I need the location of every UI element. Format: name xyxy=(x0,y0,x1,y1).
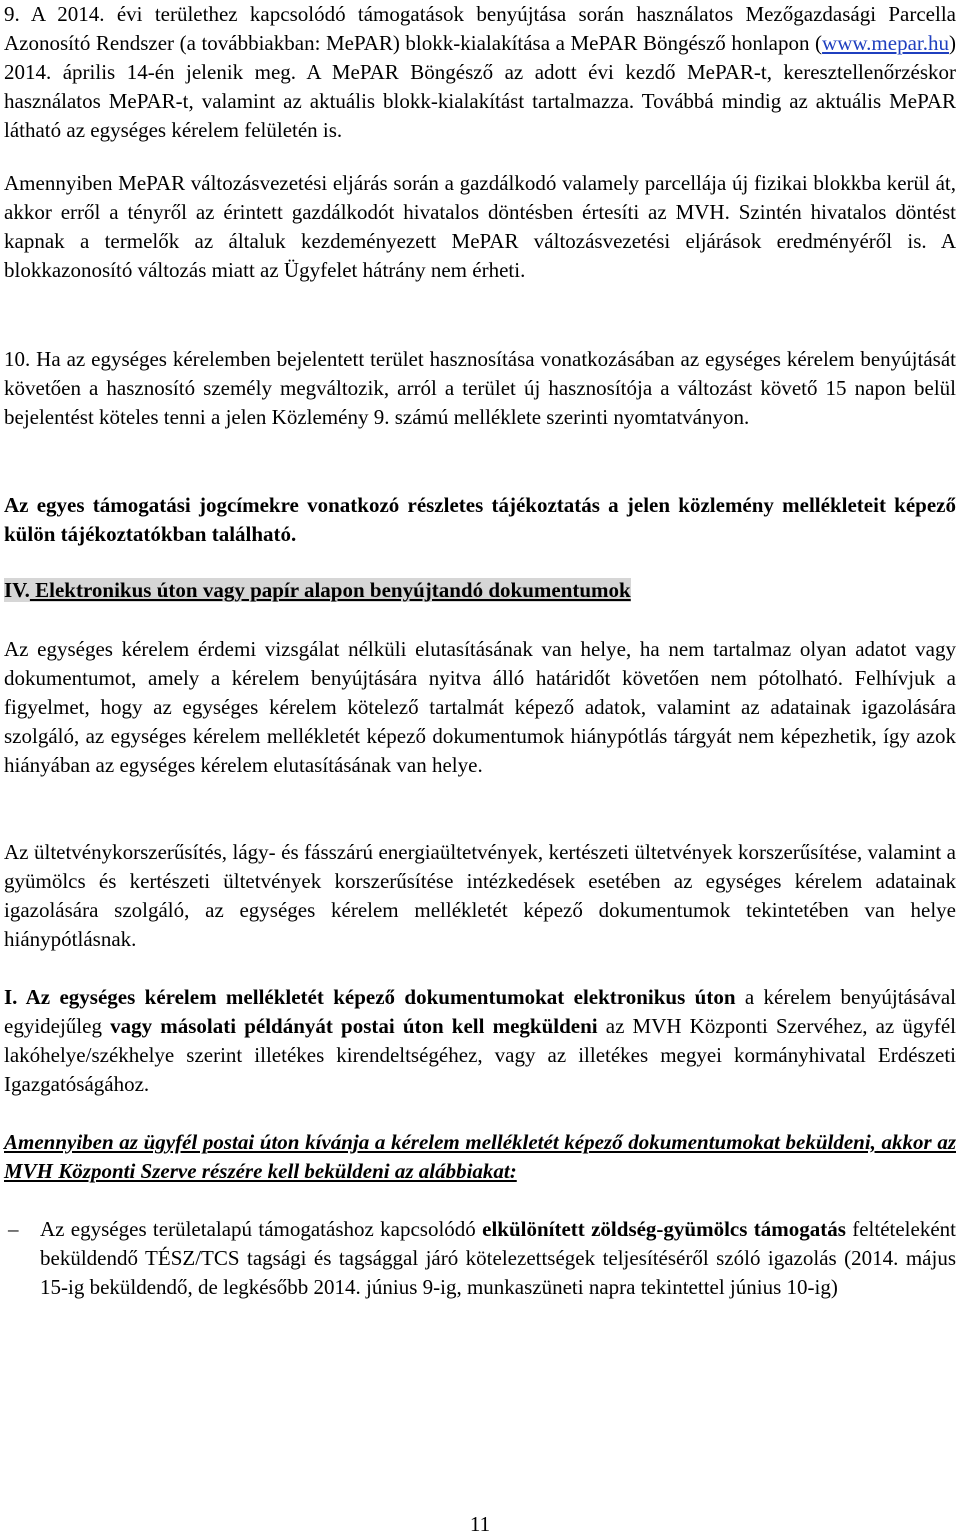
page-number: 11 xyxy=(469,1512,491,1536)
section-iv-heading xyxy=(4,576,956,605)
item-9-text-start: 9. A 2014. évi területhez kapcsolódó támogatások benyújtása során használatos Mezőgazdasági Parcella Azonosító Rendszer (a továbbiakban: MePAR) blokk-kialakítása a MePAR Böngésző honlapon ( xyxy=(4,2,956,55)
para-3-bold-2: vagy másolati példányát postai úton kell megküldeni xyxy=(110,1014,598,1038)
bold-notice: Az egyes támogatási jogcímekre vonatkozó részletes tájékoztatás a jelen közlemény mellékleteit képező külön tájékoztatókban található. xyxy=(4,493,956,546)
item-9-paragraph-2: Amennyiben MePAR változásvezetési eljárás során a gazdálkodó valamely parcellája új fizikai blokkba kerül át, akkor erről a tényről az érintett gazdálkodót hivatalos döntésben értesíti az MVH. Szintén hivatalos döntést kapnak a termelők az általuk kezdeményezett MePAR változásvezetési eljárások eredményéről is. A blokkazonosító változás miatt az Ügyfelet hátrány nem érheti. xyxy=(4,171,956,282)
para-3-text-1: a kérelem benyújtásával egyidejűleg xyxy=(4,985,956,1038)
section-iv-heading-number: IV. xyxy=(4,578,30,602)
item-9-text-end: ) 2014. április 14-én jelenik meg. A MePAR Böngésző az adott évi kezdő MePAR-t, keresztellenőrzéskor használatos MePAR-t, valamint az aktuális blokk-kialakítást tartalmazza. Továbbá mindig az aktuális MePAR látható az egységes kérelem felületén is. xyxy=(4,31,956,142)
section-iv-paragraph-3 xyxy=(4,983,956,1099)
item-10-paragraph: 10. Ha az egységes kérelemben bejelentett terület hasznosítása vonatkozásában az egységes kérelem benyújtását követően a hasznosító személy megváltozik, arról a terület új hasznosítója a változást követő 15 napon belül bejelentést köteles tenni a jelen Közlemény 9. számú melléklete szerinti nyomtatványon. xyxy=(4,347,956,429)
bullet-bold: elkülönített zöldség-gyümölcs támogatás xyxy=(482,1217,846,1241)
section-iv-paragraph-1: Az egységes kérelem érdemi vizsgálat nélküli elutasításának van helye, ha nem tartalmaz olyan adatot vagy dokumentumot, amely a kérelem benyújtására nyitva álló határidőt követően nem pótolható. Felhívjuk a figyelmet, hogy az egységes kérelem kötelező tartalmát képező adatok, valamint az adatainak igazolására szolgáló, az egységes kérelem mellékletét képező dokumentumok hiánypótlás tárgyát nem képezhetik, így azok hiányában az egységes kérelem elutasításának van helye. xyxy=(4,637,956,777)
dash-bullet-icon: – xyxy=(8,1217,19,1241)
bullet-text-2: feltételeként beküldendő TÉSZ/TCS tagsági és tagsággal járó kötelezettségek teljesítéséről szóló igazolás (2014. május 15-ig beküldendő, de legkésőbb 2014. június 9-ig, munkaszüneti napra tekintettel június 10-ig) xyxy=(40,1217,956,1299)
item-9-paragraph-1 xyxy=(4,0,956,145)
bullet-text xyxy=(40,1215,956,1302)
bullet-text-1: Az egységes területalapú támogatáshoz kapcsolódó xyxy=(40,1217,483,1241)
mepar-link[interactable]: www.mepar.hu xyxy=(822,31,949,55)
para-3-text-2: az MVH Központi Szervéhez, az ügyfél lakóhelye/székhelye szerint illetékes kirendeltségéhez, vagy az illetékes megyei kormányhivatal Erdészeti Igazgatóságához. xyxy=(4,1014,957,1096)
section-iv-heading-text: Elektronikus úton vagy papír alapon benyújtandó dokumentumok xyxy=(29,578,631,602)
para-3-bold-1: I. Az egységes kérelem mellékletét képező dokumentumokat elektronikus úton xyxy=(4,985,736,1009)
postal-heading: Amennyiben az ügyfél postai úton kívánja a kérelem mellékletét képező dokumentumokat beküldeni, akkor az MVH Központi Szerve részére kell beküldeni az alábbiakat: xyxy=(4,1130,956,1183)
section-iv-paragraph-2: Az ültetvénykorszerűsítés, lágy- és fásszárú energiaültetvények, kertészeti ültetvények korszerűsítése, valamint a gyümölcs és kertészeti ültetvények korszerűsítése intézkedések esetében az egységes kérelem adatainak igazolására szolgáló, az egységes kérelem mellékletét képező dokumentumok tekintetében van helye hiánypótlásnak. xyxy=(4,840,956,951)
